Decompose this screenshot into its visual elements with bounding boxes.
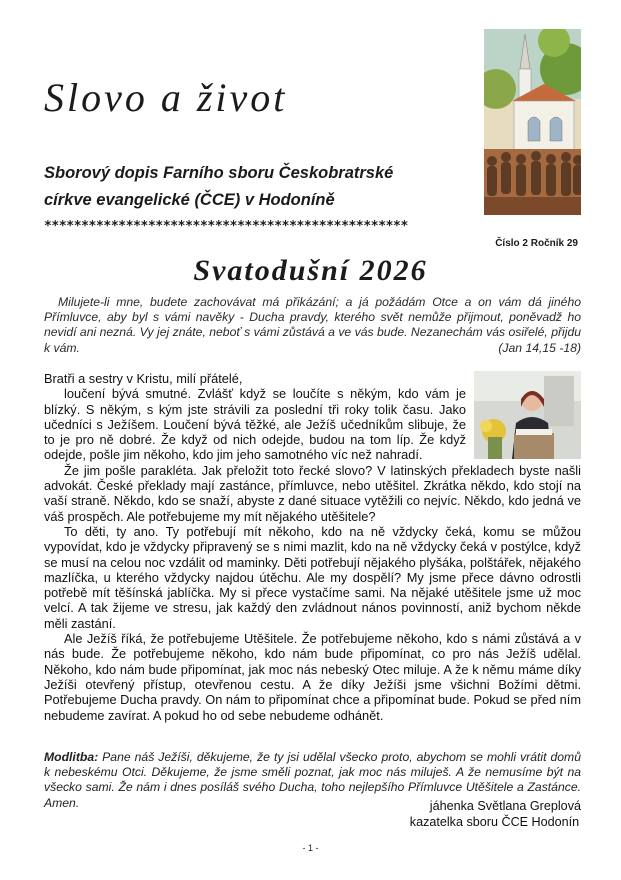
letter-paragraph-1: loučení bývá smutné. Zvlášť když se loučíte s někým, kdo vám je blízký. S někým, s kým jste strávili za poslední tři roky tolik času. Jako učedníci s Ježíšem. Loučení bývá těžké, ale Ježíš učedníkům slibuje, že to je pro ně dobré. Že když od nich odejde, budou na tom líp. Že když odejde, pošle jim někoho, kdo jim jeho samotného víc než nahradí. bbox=[44, 386, 466, 463]
feast-title: Svatodušní 2026 bbox=[193, 254, 428, 287]
masthead-subtitle bbox=[44, 160, 464, 214]
signature-name: jáhenka Světlana Greplová bbox=[429, 799, 581, 813]
separator-line: ************************************************* bbox=[44, 219, 408, 234]
masthead-subtitle-line2: církve evangelické (ČCE) v Hodoníně bbox=[44, 191, 335, 209]
masthead-title: Slovo a život bbox=[44, 75, 288, 120]
letter-paragraph-3: To děti, ty ano. Ty potřebují mít někoho, kdo na ně vždycky čeká, komu se můžou vypovídat, kdo je vždycky připravený se s nimi mazlit, kdo na ně vždycky čeká v postýlce, když se musí na celou noc vzdálit od maminky. Děti potřebují nějakého plyšáka, polštářek, nějakého mazlíčka, u kterého vždycky najdou útěchu. Ale my dospělí? My jsme přece dávno odrostli potřebě mít těšínská jablíčka. My si přece vystačíme sami. Na nějaké utěšitele jsme už moc velcí. A tak žijeme ve stresu, jak každý den zvládnout nános povinností, aniž bychom někde měli zastání. bbox=[44, 523, 581, 631]
letter-greeting: Bratři a sestry v Kristu, milí přátelé, bbox=[44, 371, 243, 386]
masthead-subtitle-line1: Sborový dopis Farního sboru Českobratrské bbox=[44, 164, 394, 182]
letter-paragraph-4: Ale Ježíš říká, že potřebujeme Utěšitele. Že potřebujeme někoho, kdo s námi zůstává a v nás bude. Že potřebujeme někoho, kdo nám bude připomínat, co pro nás Ježíš udělal. Někoho, kdo nám bude připomínat, jak moc nás nebeský Otec miluje. A že k němu máme díky Ježíši otevřený přístup, otevřenou cestu. A že díky Ježíši jsme všichni Božími dětmi. Potřebujeme Ducha pravdy. On nám to připomínat chce a připomínat bude. Pokud se před ním nebudeme zavírat. A pokud ho od sebe nebudeme odhánět. bbox=[44, 631, 581, 723]
prayer-text: Pane náš Ježíši, děkujeme, že ty jsi udělal všecko proto, abychom se mohli vrátit domů k nebeskému Otci. Děkujeme, že jsme směli poznat, jak moc nás miluješ. A že nemusíme být na všecko sami. Že nám i dnes posíláš svého Ducha, toho nejlepšího Přímluvce Utěšitele a Zastánce. Amen. bbox=[44, 750, 581, 810]
signature-role: kazatelka sboru ČCE Hodonín bbox=[409, 815, 580, 829]
church-illustration bbox=[484, 29, 581, 215]
verse-reference: (Jan 14,15 -18) bbox=[498, 340, 581, 355]
issue-number: Číslo 2 Ročník 29 bbox=[495, 238, 578, 249]
letter-body bbox=[44, 371, 581, 723]
signature bbox=[410, 798, 581, 830]
prayer-label: Modlitba: bbox=[44, 750, 99, 764]
verse-text: Milujete-li mne, budete zachovávat má přikázání; a já požádám Otce a on vám dá jiného Přímluvce, aby byl s vámi navěky - Ducha pravdy, kterého svět nemůže přijmout, poněvadž ho nevidí ani nezná. Vy jej znáte, neboť s vámi zůstává a ve vás bude. Nezanechám vás osiřelé, přijdu k vám. bbox=[44, 295, 581, 355]
page-number: - 1 - bbox=[302, 843, 319, 853]
letter-paragraph-2: Že jim pošle parakléta. Jak přeložit toto řecké slovo? V latinských překladech byste našli advokát. České překlady mají zastánce, přímluvce, nebo utěšitel. Zkrátka někdo, kdo stojí na vaší straně. Někdo, kdo se snaží, abyste z dané situace vytěžili co nejvíc. Někdo, kdo jedná ve váš prospěch. Ale potřebujeme my mít nějakého utěšitele? bbox=[44, 462, 581, 524]
bible-verse bbox=[44, 295, 581, 356]
